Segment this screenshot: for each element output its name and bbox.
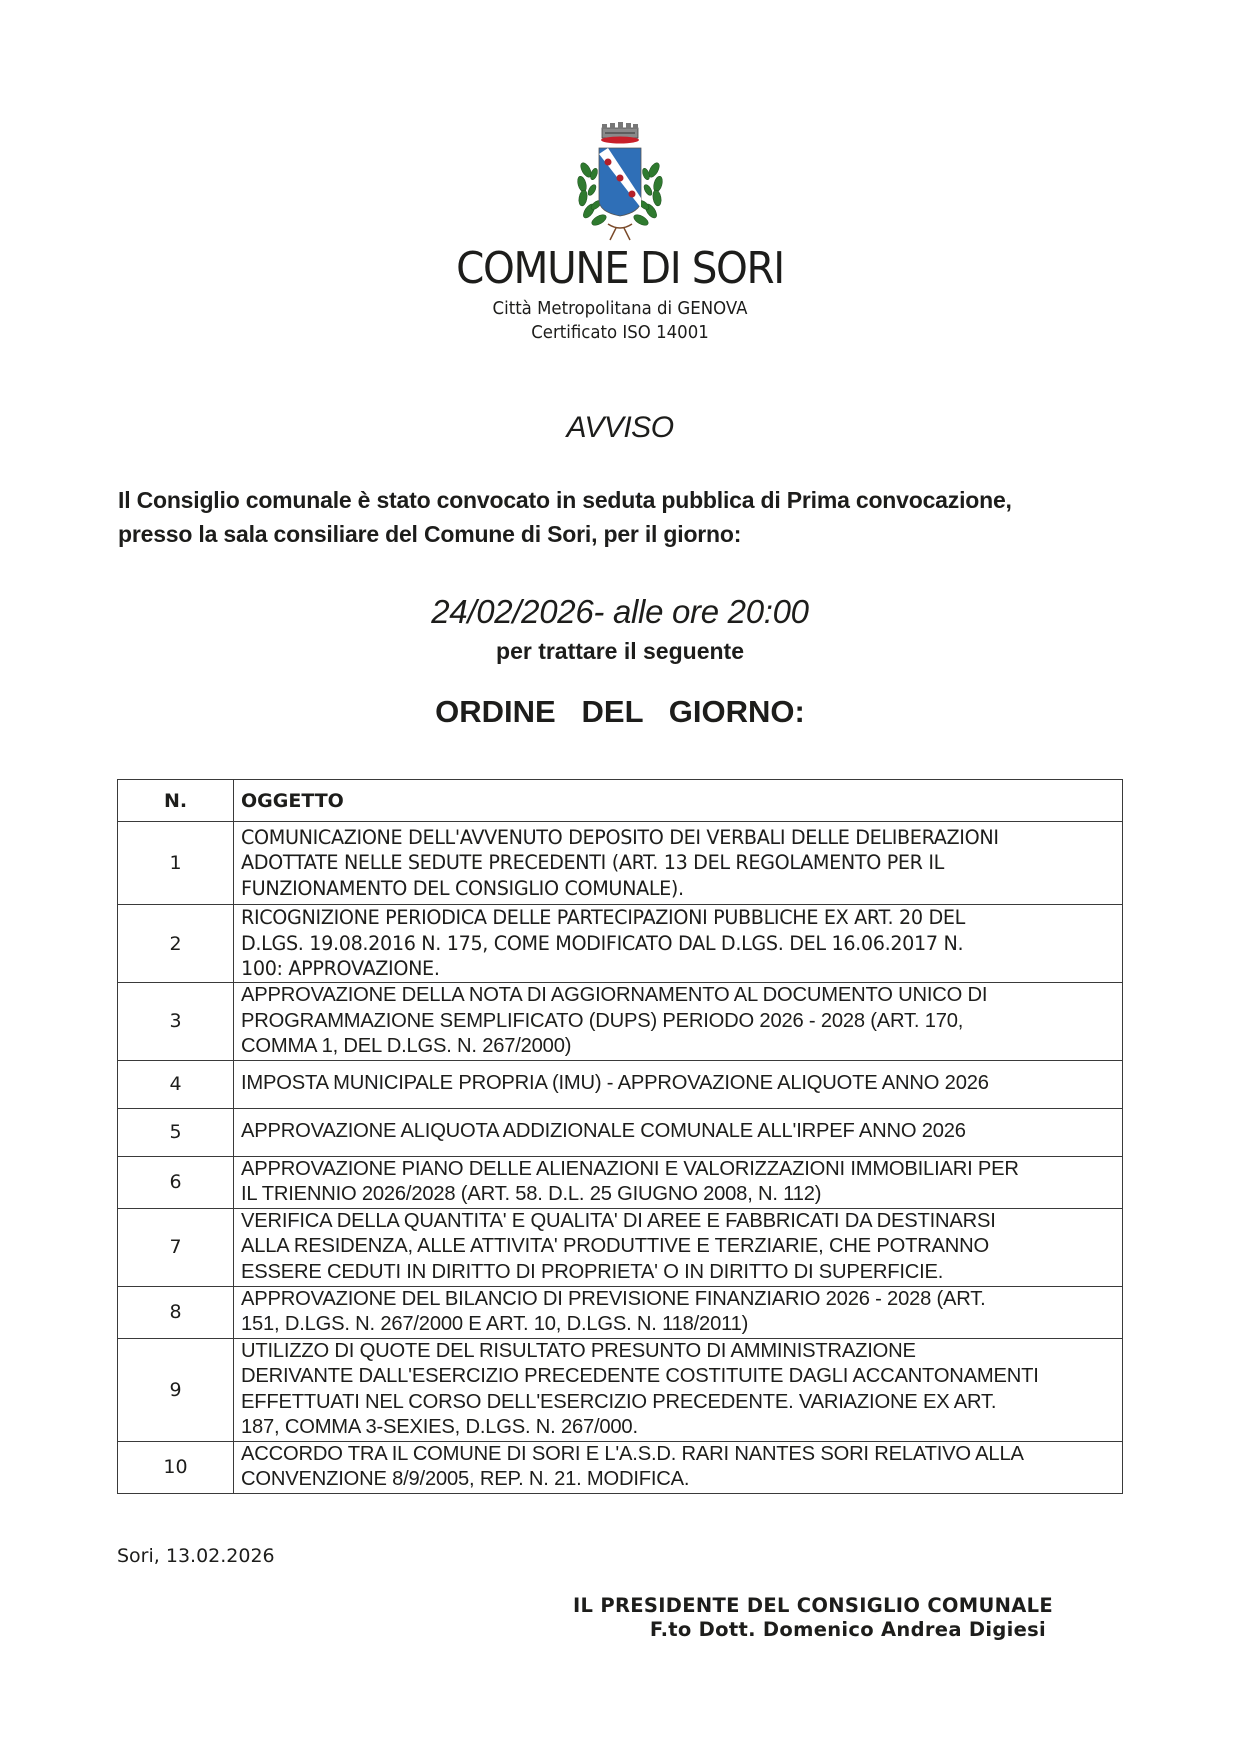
agenda-title: ORDINE DEL GIORNO: (435, 694, 805, 729)
agenda-item-subject (234, 905, 1123, 983)
agenda-item-line: CONVENZIONE 8/9/2005, REP. N. 21. MODIFICA. (241, 1468, 690, 1490)
agenda-item-line: 151, D.LGS. N. 267/2000 E ART. 10, D.LGS. N. 118/2011) (241, 1313, 749, 1335)
agenda-item-line: APPROVAZIONE PIANO DELLE ALIENAZIONI E VALORIZZAZIONI IMMOBILIARI PER (241, 1157, 1019, 1180)
agenda-row (118, 905, 1123, 983)
intro-line: presso la sala consiliare del Comune di Sori, per il giorno: (118, 521, 742, 547)
agenda-item-line: EFFETTUATI NEL CORSO DELL'ESERCIZIO PRECEDENTE. VARIAZIONE EX ART. (241, 1390, 997, 1413)
ribbon-icon (608, 224, 632, 240)
agenda-table (117, 779, 1123, 1494)
signatory-name: F.to Dott. Domenico Andrea Digiesi (649, 1618, 1046, 1641)
agenda-row (118, 1060, 1123, 1108)
metropolitan-city-subtitle: Città Metropolitana di GENOVA (492, 298, 748, 319)
agenda-item-number: 2 (118, 905, 234, 983)
agenda-item-line: VERIFICA DELLA QUANTITA' E QUALITA' DI AREE E FABBRICATI DA DESTINARSI (241, 1209, 996, 1232)
agenda-item-line: D.LGS. 19.08.2016 N. 175, COME MODIFICATO DAL D.LGS. DEL 16.06.2017 N. (241, 931, 964, 955)
agenda-item-line: ADOTTATE NELLE SEDUTE PRECEDENTI (ART. 13 DEL REGOLAMENTO PER IL (241, 851, 945, 875)
agenda-item-line: 187, COMMA 3-SEXIES, D.LGS. N. 267/000. (241, 1416, 638, 1438)
agenda-item-number: 8 (118, 1286, 234, 1338)
agenda-item-line: RICOGNIZIONE PERIODICA DELLE PARTECIPAZIONI PUBBLICHE EX ART. 20 DEL (241, 906, 965, 930)
agenda-item-line: PROGRAMMAZIONE SEMPLIFICATO (DUPS) PERIODO 2026 - 2028 (ART. 170, (241, 1009, 964, 1032)
agenda-item-line: 100: APPROVAZIONE. (241, 957, 440, 981)
agenda-item-number: 6 (118, 1156, 234, 1208)
agenda-item-line: IL TRIENNIO 2026/2028 (ART. 58. D.L. 25 GIUGNO 2008, N. 112) (241, 1183, 822, 1205)
agenda-item-number: 3 (118, 983, 234, 1061)
agenda-item-line: APPROVAZIONE DELLA NOTA DI AGGIORNAMENTO AL DOCUMENTO UNICO DI (241, 984, 988, 1006)
agenda-item-subject (234, 1338, 1123, 1441)
agenda-item-line: ALLA RESIDENZA, ALLE ATTIVITA' PRODUTTIVE E TERZIARIE, CHE POTRANNO (241, 1235, 990, 1258)
agenda-item-line: COMUNICAZIONE DELL'AVVENUTO DEPOSITO DEI VERBALI DELLE DELIBERAZIONI (241, 825, 999, 849)
agenda-item-line: APPROVAZIONE ALIQUOTA ADDIZIONALE COMUNALE ALL'IRPEF ANNO 2026 (241, 1120, 966, 1143)
intro-line: Il Consiglio comunale è stato convocato in seduta pubblica di Prima convocazione, (118, 487, 1012, 513)
agenda-item-number: 9 (118, 1338, 234, 1441)
agenda-item-subject (234, 1208, 1123, 1286)
notice-heading: AVVISO (566, 411, 674, 444)
agenda-item-subject (234, 983, 1123, 1061)
agenda-item-line: IMPOSTA MUNICIPALE PROPRIA (IMU) - APPROVAZIONE ALIQUOTE ANNO 2026 (241, 1072, 989, 1095)
agenda-row (118, 983, 1123, 1061)
agenda-row (118, 1108, 1123, 1156)
notice-intro (118, 483, 1128, 551)
meeting-subheading: per trattare il seguente (496, 638, 744, 664)
agenda-item-line: ESSERE CEDUTI IN DIRITTO DI PROPRIETA' O IN DIRITTO DI SUPERFICIE. (241, 1260, 944, 1283)
agenda-row (118, 1441, 1123, 1493)
agenda-item-subject (234, 1286, 1123, 1338)
agenda-item-number: 5 (118, 1108, 234, 1156)
agenda-header-row (118, 780, 1123, 822)
place-and-date: Sori, 13.02.2026 (117, 1545, 275, 1567)
agenda-item-line: UTILIZZO DI QUOTE DEL RISULTATO PRESUNTO DI AMMINISTRAZIONE (241, 1339, 916, 1362)
header-number: N. (118, 780, 234, 822)
header-subject: OGGETTO (234, 780, 1123, 822)
agenda-row (118, 822, 1123, 905)
agenda-item-number: 1 (118, 822, 234, 905)
agenda-item-number: 4 (118, 1060, 234, 1108)
meeting-date-time: 24/02/2026- alle ore 20:00 (431, 593, 809, 630)
agenda-item-line: COMMA 1, DEL D.LGS. N. 267/2000) (241, 1035, 572, 1057)
shield-icon (599, 148, 641, 216)
agenda-item-subject (234, 1441, 1123, 1493)
agenda-item-line: ACCORDO TRA IL COMUNE DI SORI E L'A.S.D. RARI NANTES SORI RELATIVO ALLA (241, 1442, 1024, 1465)
agenda-row (118, 1286, 1123, 1338)
agenda-item-line: APPROVAZIONE DEL BILANCIO DI PREVISIONE FINANZIARIO 2026 - 2028 (ART. (241, 1287, 986, 1310)
agenda-item-number: 10 (118, 1441, 234, 1493)
agenda-item-subject (234, 1108, 1123, 1156)
agenda-item-line: FUNZIONAMENTO DEL CONSIGLIO COMUNALE). (241, 876, 684, 900)
agenda-item-line: DERIVANTE DALL'ESERCIZIO PRECEDENTE COSTITUITE DAGLI ACCANTONAMENTI (241, 1365, 1039, 1387)
agenda-item-subject (234, 1156, 1123, 1208)
agenda-row (118, 1156, 1123, 1208)
crown-icon (601, 122, 639, 144)
agenda-item-subject (234, 822, 1123, 905)
iso-certification-subtitle: Certificato ISO 14001 (531, 322, 709, 343)
agenda-row (118, 1208, 1123, 1286)
agenda-row (118, 1338, 1123, 1441)
agenda-item-subject (234, 1060, 1123, 1108)
coat-of-arms-logo (572, 112, 668, 242)
agenda-body (118, 822, 1123, 1494)
agenda-item-number: 7 (118, 1208, 234, 1286)
municipality-title: COMUNE DI SORI (456, 243, 784, 294)
signatory-role: IL PRESIDENTE DEL CONSIGLIO COMUNALE (573, 1594, 1053, 1617)
